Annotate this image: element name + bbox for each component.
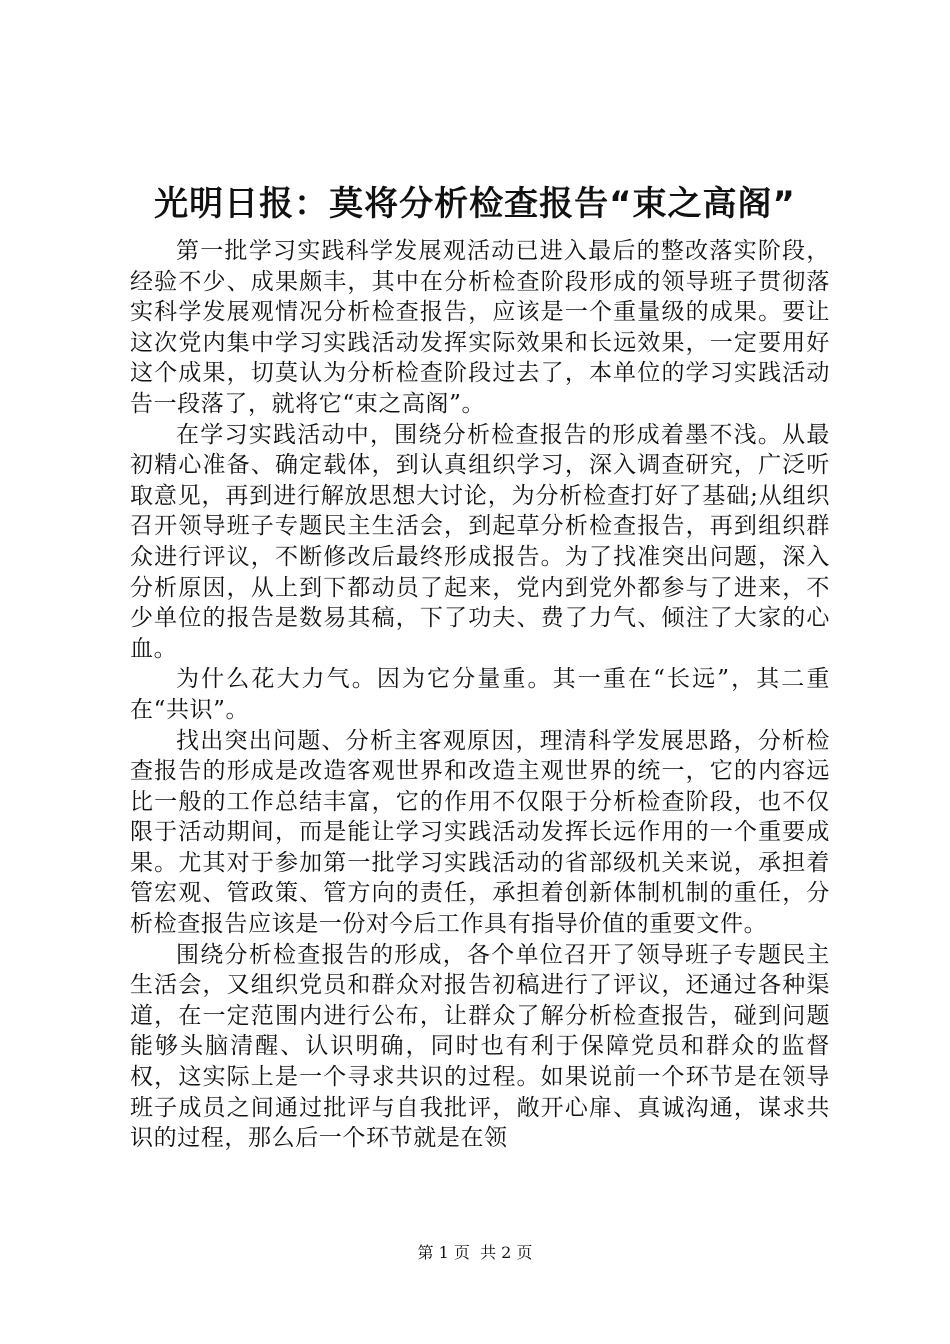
paragraph-5: 围绕分析检查报告的形成，各个单位召开了领导班子专题民主生活会，又组织党员和群众对报告初稿进行了评议，还通过各种渠道，在一定范围内进行公布，让群众了解分析检查报告，碰到问题能够头脑清醒、认识明确，同时也有利于保障党员和群众的监督权，这实际上是一个寻求共识的过程。如果说前一个环节是在领导班子成员之间通过批评与自我批评，敞开心扉、真诚沟通，谋求共识的过程，那么后一个环节就是在领: [130, 941, 830, 1152]
paragraph-4: 找出突出问题、分析主客观原因，理清科学发展思路，分析检查报告的形成是改造客观世界和改造主观世界的统一，它的内容远比一般的工作总结丰富，它的作用不仅限于分析检查阶段，也不仅限于活动期间，而是能让学习实践活动发挥长远作用的一个重要成果。尤其对于参加第一批学习实践活动的省部级机关来说，承担着管宏观、管政策、管方向的责任，承担着创新体制机制的重任，分析检查报告应该是一份对今后工作具有指导价值的重要文件。: [130, 727, 830, 938]
page-footer: [0, 1243, 950, 1263]
paragraph-2: 在学习实践活动中，围绕分析检查报告的形成着墨不浅。从最初精心准备、确定载体，到认真组织学习，深入调查研究，广泛听取意见，再到进行解放思想大讨论，为分析检查打好了基础;从组织召开领导班子专题民主生活会，到起草分析检查报告，再到组织群众进行评议，不断修改后最终形成报告。为了找准突出问题，深入分析原因，从上到下都动员了起来，党内到党外都参与了进来，不少单位的报告是数易其稿，下了功夫、费了力气、倾注了大家的心血。: [130, 421, 830, 662]
paragraph-3: 为什么花大力气。因为它分量重。其一重在“长远”，其二重在“共识”。: [130, 666, 830, 723]
page-number: 第 1 页 共 2 页: [417, 1243, 533, 1262]
paragraph-1: 第一批学习实践科学发展观活动已进入最后的整改落实阶段，经验不少、成果颇丰，其中在分析检查阶段形成的领导班子贯彻落实科学发展观情况分析检查报告，应该是一个重量级的成果。要让这次党内集中学习实践活动发挥实际效果和长远效果，一定要用好这个成果，切莫认为分析检查阶段过去了，本单位的学习实践活动告一段落了，就将它“束之高阁”。: [130, 238, 830, 417]
document-title: 光明日报：莫将分析检查报告“束之高阁”: [154, 184, 796, 224]
document-body: [130, 236, 830, 1154]
